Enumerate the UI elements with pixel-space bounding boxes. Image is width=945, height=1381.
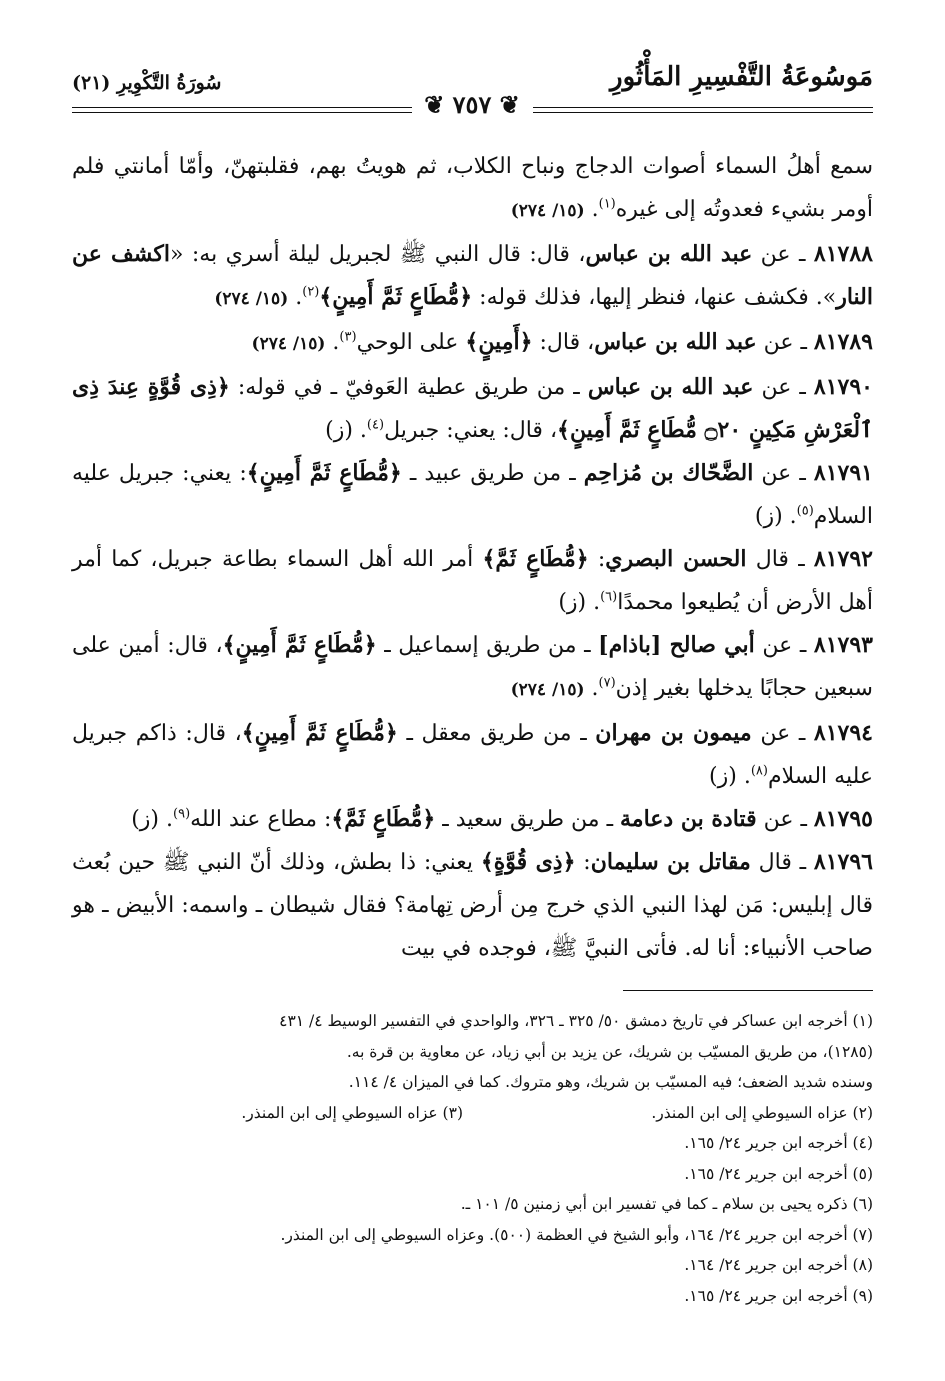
- narrator-name: مقاتل بن سليمان: [590, 849, 751, 875]
- athar-81796: ٨١٧٩٦ ـ قال مقاتل بن سليمان: ﴿ذِى قُوَّةٍ﴾ يعني: ذا بطش، وذلك أنّ النبي ﷺ حين بُعث قال إبليس: مَن لهذا النبي الذي خرج مِن أرض تِهامة؟ فقال شيطان ـ واسمه: الأبيض ـ هو صاحب الأنبياء: أنا له. فأتى النبيَّ ﷺ، فوجده في بيت: [72, 849, 873, 961]
- athar-number: ٨١٧٩٤: [813, 720, 873, 746]
- footnote-ref: (١): [598, 196, 616, 212]
- athar-81793: ٨١٧٩٣ ـ عن أبي صالح [باذام] ـ من طريق إسماعيل ـ ﴿مُّطَاعٍ ثَمَّ أَمِينٍ﴾، قال: أمين على سبعين حجابًا يدخلها بغير إذن$^{(٧)}$. (١٥/ ٢٧٤): [72, 632, 873, 701]
- quran-quote: ﴿مُّطَاعٍ ثَمَّ أَمِينٍ﴾: [241, 720, 398, 746]
- athar-81788: ٨١٧٨٨ ـ عن عبد الله بن عباس، قال: قال النبي ﷺ لجبريل ليلة أسري به: «اكشف عن النار». فكشف عنها، فنظر إليها، فذلك قوله: ﴿مُّطَاعٍ ثَمَّ أَمِينٍ﴾$^{(٢)}$. (١٥/ ٢٧٤): [72, 241, 873, 310]
- footnote-2: (٢) عزاه السيوطي إلى ابن المنذر.: [651, 1103, 873, 1122]
- hadith-quote: اكشف عن النار: [72, 241, 873, 310]
- page-number: ❦ ٧٥٧ ❦: [424, 90, 520, 119]
- quran-quote: ﴿مُّطَاعٍ ثَمَّ﴾: [331, 806, 436, 832]
- narrator-name: عبد الله بن عباس: [594, 329, 757, 355]
- footnote-3: (٣) عزاه السيوطي إلى ابن المنذر.: [241, 1103, 463, 1122]
- book-title: مَوسُوعَةُ التَّفْسِيرِ المَأْثُورِ: [610, 62, 873, 92]
- narrator-name: قتادة بن دعامة: [620, 806, 757, 832]
- header-rule-right: [533, 107, 873, 113]
- footnote-ref: (٦): [600, 589, 618, 605]
- footnote-ref: (٩): [173, 806, 191, 822]
- quran-quote: ﴿أَمِينٍ﴾: [465, 329, 533, 355]
- athar-number: ٨١٧٨٩: [813, 329, 873, 355]
- surah-number: (٢١): [72, 72, 111, 94]
- footnote-1: (١) أخرجه ابن عساكر في تاريخ دمشق ٥٠/ ٣٢٥ ـ ٣٢٦، والواحدي في التفسير الوسيط ٤/ ٤٣١: [279, 1012, 873, 1030]
- footnotes: [72, 1006, 873, 1311]
- quran-quote: ﴿مُّطَاعٍ ثَمَّ﴾: [482, 546, 589, 572]
- footnote-ref: (٥): [796, 503, 814, 519]
- athar-81792: ٨١٧٩٢ ـ قال الحسن البصري: ﴿مُّطَاعٍ ثَمَّ﴾ أمر الله أهل السماء بطاعة جبريل، كما أمر أهل الأرض أن يُطيعوا محمدًا$^{(٦)}$. (ز): [72, 546, 873, 615]
- athar-81789: ٨١٧٨٩ ـ عن عبد الله بن عباس، قال: ﴿أَمِينٍ﴾ على الوحي$^{(٣)}$. (١٥/ ٢٧٤): [251, 329, 873, 355]
- footnote-ref: (٧): [598, 675, 616, 691]
- athar-81790: ٨١٧٩٠ ـ عن عبد الله بن عباس ـ من طريق عطية العَوفيّ ـ في قوله: ﴿ذِى قُوَّةٍ عِندَ ذِى ٱلْعَرْشِ مَكِينٍ ۝٢٠ مُّطَاعٍ ثَمَّ أَمِينٍ﴾، قال: يعني: جبريل$^{(٤)}$. (ز): [72, 374, 873, 443]
- narrator-name: ميمون بن مهران: [595, 720, 752, 746]
- narrator-name: أبي صالح [باذام]: [598, 632, 755, 658]
- footnote-ref: (٢): [302, 284, 320, 300]
- footnote-7: (٧) أخرجه ابن جرير ٢٤/ ١٦٤، وأبو الشيخ في العظمة (٥٠٠). وعزاه السيوطي إلى ابن المنذر.: [280, 1225, 873, 1244]
- footnote-ref: (٤): [366, 417, 385, 433]
- athar-number: ٨١٧٩٦: [813, 849, 873, 875]
- athar-number: ٨١٧٩٣: [813, 632, 873, 658]
- footnote-4: (٤) أخرجه ابن جرير ٢٤/ ١٦٥.: [684, 1134, 873, 1152]
- cross-reference: (١٥/ ٢٧٤): [251, 334, 326, 354]
- cross-reference: (١٥/ ٢٧٤): [510, 201, 585, 221]
- narrator-name: الضَّحّاك بن مُزاحِم: [583, 460, 754, 486]
- athar-number: ٨١٧٩١: [813, 460, 873, 486]
- main-text: [72, 145, 873, 970]
- footnote-separator: [623, 990, 873, 991]
- narrator-name: عبد الله بن عباس: [585, 241, 753, 267]
- athar-number: ٨١٧٩٠: [813, 374, 873, 400]
- quran-quote: ﴿مُّطَاعٍ ثَمَّ أَمِينٍ﴾: [222, 632, 377, 658]
- footnote-1-cont: (١٢٨٥)، من طريق المسيّب بن شريك، عن يزيد بن أبي زياد، عن معاوية بن قرة به.: [346, 1042, 873, 1061]
- footnote-5: (٥) أخرجه ابن جرير ٢٤/ ١٦٥.: [684, 1164, 873, 1183]
- quran-quote: ﴿ذِى قُوَّةٍ عِندَ ذِى ٱلْعَرْشِ مَكِينٍ ۝٢٠ مُّطَاعٍ ثَمَّ أَمِينٍ﴾: [72, 374, 873, 443]
- footnote-1-cont: وسنده شديد الضعف؛ فيه المسيّب بن شريك، وهو متروك. كما في الميزان ٤/ ١١٤.: [348, 1073, 873, 1091]
- athar-number: ٨١٧٩٢: [813, 546, 873, 572]
- athar-number: ٨١٧٩٥: [813, 806, 873, 832]
- athar-number: ٨١٧٨٨: [813, 241, 873, 267]
- paragraph-continuation: سمع أهلُ السماء أصوات الدجاج ونباح الكلاب، ثم هويتُ بهم، فقلبتهنّ، وأمّا أمانتي فلم أومر بشيء فعدوتُه إلى غيره$^{(١)}$. (١٥/ ٢٧٤): [72, 154, 873, 222]
- cross-reference: (١٥/ ٢٧٤): [214, 289, 289, 309]
- footnote-6: (٦) ذكره يحيى بن سلام ـ كما في تفسير ابن أبي زمنين ٥/ ١٠١ ـ.: [460, 1195, 873, 1213]
- footnote-ref: (٨): [750, 763, 768, 779]
- narrator-name: عبد الله بن عباس: [587, 374, 754, 400]
- footnote-row-2-3: [72, 1098, 873, 1129]
- cross-reference: (١٥/ ٢٧٤): [510, 680, 585, 700]
- footnote-8: (٨) أخرجه ابن جرير ٢٤/ ١٦٤.: [684, 1256, 873, 1274]
- athar-81791: ٨١٧٩١ ـ عن الضَّحّاك بن مُزاحِم ـ من طريق عبيد ـ ﴿مُّطَاعٍ ثَمَّ أَمِينٍ﴾: يعني: جبريل عليه السلام$^{(٥)}$. (ز): [72, 460, 873, 529]
- quran-quote: ﴿ذِى قُوَّةٍ﴾: [480, 849, 576, 875]
- narrator-name: الحسن البصري: [605, 546, 747, 572]
- athar-81795: ٨١٧٩٥ ـ عن قتادة بن دعامة ـ من طريق سعيد ـ ﴿مُّطَاعٍ ثَمَّ﴾: مطاع عند الله$^{(٩)}$. (ز): [131, 806, 873, 832]
- quran-quote: ﴿مُّطَاعٍ ثَمَّ أَمِينٍ﴾: [319, 284, 473, 310]
- header-rule-left: [72, 107, 412, 113]
- surah-name: سُورَةُ التَّكْوِيرِ: [117, 72, 222, 94]
- footnote-ref: (٣): [339, 329, 357, 345]
- footnote-9: (٩) أخرجه ابن جرير ٢٤/ ١٦٥.: [684, 1286, 873, 1305]
- athar-81794: ٨١٧٩٤ ـ عن ميمون بن مهران ـ من طريق معقل ـ ﴿مُّطَاعٍ ثَمَّ أَمِينٍ﴾، قال: ذاكم جبريل عليه السلام$^{(٨)}$. (ز): [72, 720, 873, 789]
- quran-quote: ﴿مُّطَاعٍ ثَمَّ أَمِينٍ﴾: [246, 460, 402, 486]
- surah-label: [72, 72, 221, 94]
